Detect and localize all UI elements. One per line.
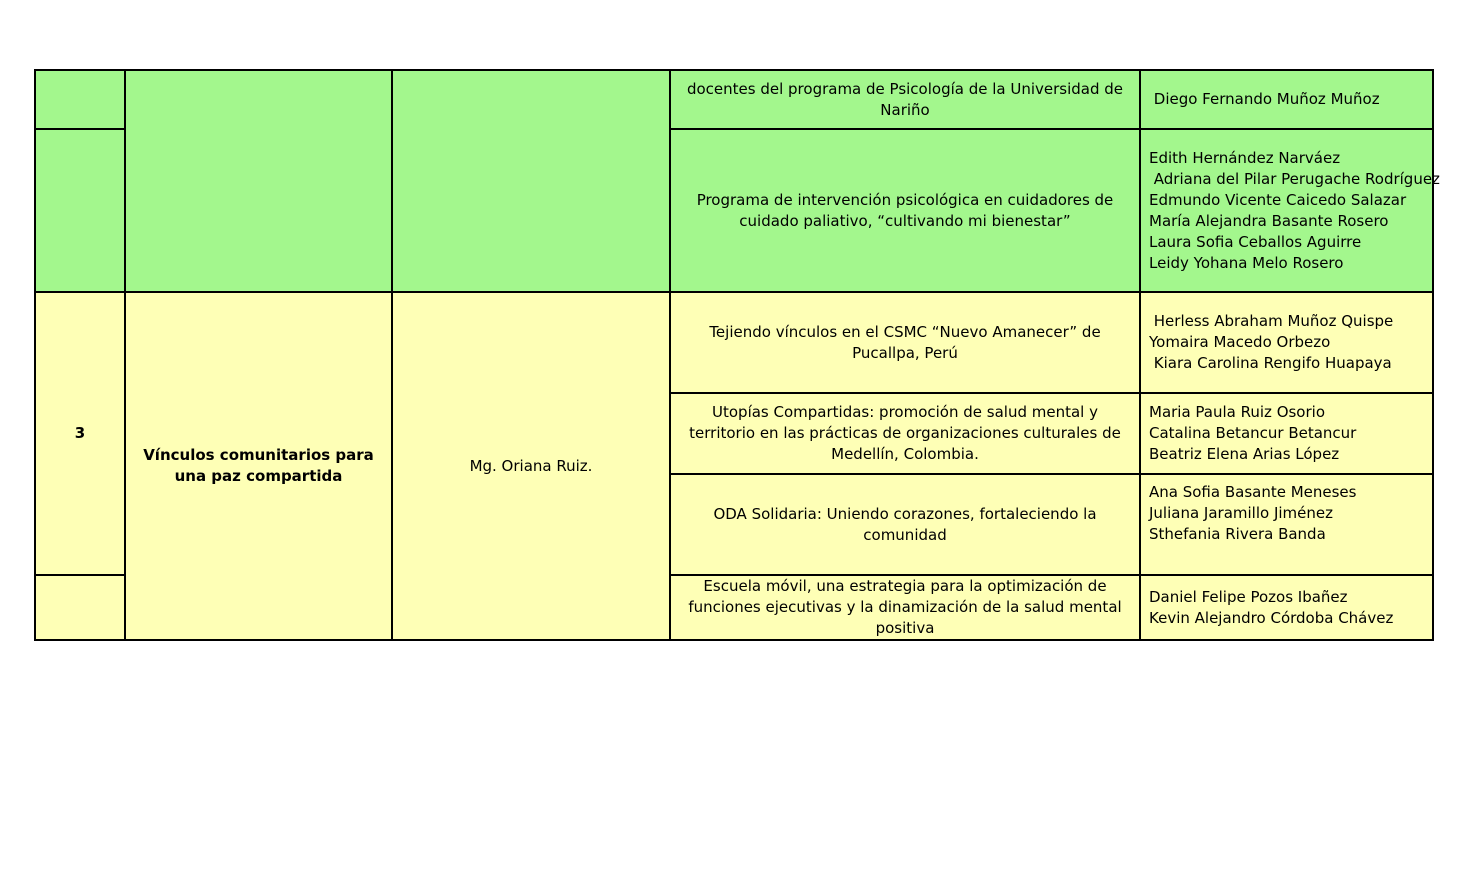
author-name: Edmundo Vicente Caicedo Salazar — [1149, 190, 1407, 209]
author-name: Yomaira Macedo Orbezo — [1149, 333, 1331, 351]
schedule-table — [34, 69, 1440, 641]
authors-cell — [1140, 70, 1433, 129]
number-cell-empty — [35, 70, 125, 129]
authors-cell — [1140, 129, 1440, 292]
author-name: Maria Paula Ruiz Osorio — [1149, 403, 1326, 421]
session-title: Vínculos comunitarios para una paz compartida — [125, 292, 392, 640]
project-cell: Programa de intervención psicológica en cuidadores de cuidado paliativo, “cultivando mi bienestar” — [670, 129, 1140, 292]
author-name: Catalina Betancur Betancur — [1149, 424, 1357, 442]
project-cell: Tejiendo vínculos en el CSMC “Nuevo Amanecer” de Pucallpa, Perú — [670, 292, 1140, 393]
authors-cell — [1140, 393, 1433, 474]
project-cell: Escuela móvil, una estrategia para la optimización de funciones ejecutivas y la dinamización de la salud mental positiva — [670, 575, 1140, 640]
table-row — [35, 292, 1433, 393]
table-row — [35, 70, 1433, 129]
project-cell: docentes del programa de Psicología de la Universidad de Nariño — [670, 70, 1140, 129]
author-name: Sthefania Rivera Banda — [1149, 525, 1326, 543]
moderator-cell-empty — [392, 70, 670, 292]
author-name: Diego Fernando Muñoz Muñoz — [1149, 90, 1380, 108]
session-number: 3 — [35, 292, 125, 575]
authors-cell — [1140, 474, 1433, 575]
author-name: Adriana del Pilar Perugache Rodríguez — [1149, 169, 1440, 188]
author-name: Laura Sofia Ceballos Aguirre — [1149, 232, 1362, 251]
authors-cell — [1140, 575, 1433, 640]
project-cell: ODA Solidaria: Uniendo corazones, fortaleciendo la comunidad — [670, 474, 1140, 575]
author-name: Kiara Carolina Rengifo Huapaya — [1149, 354, 1392, 372]
author-name: María Alejandra Basante Rosero — [1149, 211, 1389, 230]
author-name: Ana Sofia Basante Meneses — [1149, 483, 1357, 501]
author-name: Juliana Jaramillo Jiménez — [1149, 504, 1333, 522]
project-cell: Utopías Compartidas: promoción de salud mental y territorio en las prácticas de organizaciones culturales de Medellín, Colombia. — [670, 393, 1140, 474]
author-name: Kevin Alejandro Córdoba Chávez — [1149, 608, 1394, 627]
author-name: Edith Hernández Narváez — [1149, 148, 1341, 167]
author-name: Daniel Felipe Pozos Ibañez — [1149, 587, 1348, 606]
number-cell-empty — [35, 129, 125, 292]
session-moderator: Mg. Oriana Ruiz. — [392, 292, 670, 640]
authors-cell — [1140, 292, 1433, 393]
author-name: Beatriz Elena Arias López — [1149, 445, 1340, 463]
title-cell-empty — [125, 70, 392, 292]
author-name: Leidy Yohana Melo Rosero — [1149, 253, 1344, 272]
author-name: Herless Abraham Muñoz Quispe — [1149, 312, 1394, 330]
number-cell-empty — [35, 575, 125, 640]
